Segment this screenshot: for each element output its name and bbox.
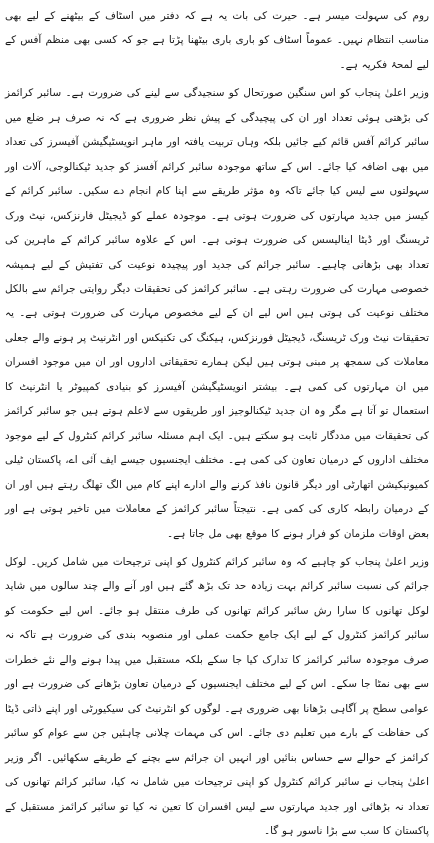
article-paragraph-2: وزیر اعلیٰ پنجاب کو اس سنگین صورتحال کو سنجیدگی سے لینے کی ضرورت ہے۔ سائبر کرائمز کی بڑھتی ہوئی تعداد اور ان کی پیچیدگی کے پیش نظر ضروری ہے کہ نہ صرف ہر ضلع میں سائبر کرائم آفس قائم کیے جائیں بلکہ وہاں تربیت یافتہ اور ماہر انویسٹیگیشن آفیسرز کی تعداد میں بھی اضافہ کیا جائے۔ اس کے ساتھ موجودہ سائبر کرائم آفسز کو جدید ٹیکنالوجی، آلات اور سہولتوں سے لیس کیا جائے تاکہ وہ مؤثر طریقے سے اپنا کام انجام دے سکیں۔ سائبر کرائم کے کیسز میں جدید مہارتوں کی ضرورت ہوتی ہے۔ موجودہ عملے کو ڈیجیٹل فارنزکس، نیٹ ورک ٹریسنگ اور ڈیٹا اینالیسس کی ضرورت ہوتی ہے۔ اس کے علاوہ سائبر کرائم کے ماہرین کی تعداد بھی بڑھانی چاہیے۔ سائبر جرائم کی جدید اور پیچیدہ نوعیت کی تفتیش کے لیے ہمیشہ خصوصی مہارت کی ضرورت رہتی ہے۔ سائبر کرائمز کی تحقیقات دیگر روایتی جرائم سے بالکل مختلف نوعیت کی ہوتی ہیں اس لیے ان کے لیے مخصوص مہارت کی ضرورت ہوتی ہے۔ یہ تحقیقات نیٹ ورک ٹریسنگ، ڈیجیٹل فورنزکس، ہیکنگ کی تکنیکس اور انٹرنیٹ پر ہونے والے جعلی معاملات کی سمجھ پر مبنی ہوتی ہیں لیکن ہمارے تحقیقاتی اداروں اور ان میں موجود افسران میں ان مہارتوں کی کمی ہے۔ بیشتر انویسٹیگیشن آفیسرز کو بنیادی کمپیوٹر یا انٹرنیٹ کا استعمال تو آتا ہے مگر وہ ان جدید ٹیکنالوجیز اور طریقوں سے لاعلم ہوتے ہیں جو سائبر کرائمز کی تحقیقات میں مددگار ثابت ہو سکتے ہیں۔ ایک اہم مسئلہ سائبر کرائم کنٹرول کے لیے موجود مختلف اداروں کے درمیان تعاون کی کمی ہے۔ مختلف ایجنسیوں جیسے ایف آئی اے، پاکستان ٹیلی کمیونیکیشن اتھارٹی اور دیگر قانون نافذ کرنے والے ادارے اپنے کام میں الگ تھلگ رہتے ہیں اور ان کے درمیان رابطہ کاری کی کمی ہے۔ نتیجتاً سائبر کرائمز کے معاملات میں تاخیر ہوتی ہے اور بعض اوقات ملزمان کو فرار ہونے کا موقع بھی مل جاتا ہے۔: [5, 87, 429, 540]
article-paragraph-1: روم کی سہولت میسر ہے۔ حیرت کی بات یہ ہے کہ دفتر میں اسٹاف کے بیٹھنے کے لیے بھی مناسب انتظام نہیں۔ عموماً اسٹاف کو باری باری بیٹھنا پڑتا ہے جو کہ کسی بھی منظم آفس کے لیے لمحۂ فکریہ ہے۔: [5, 10, 429, 71]
article-paragraph-3: وزیر اعلیٰ پنجاب کو چاہیے کہ وہ سائبر کرائم کنٹرول کو اپنی ترجیحات میں شامل کریں۔ لوکل جرائم کی نسبت سائبر کرائم بہت زیادہ حد تک بڑھ گئے ہیں اور آنے والے چند سالوں میں شاید لوکل تھانوں کا سارا رش سائبر کرائم تھانوں کی طرف منتقل ہو جائے۔ اس لیے حکومت کو سائبر کرائمز کنٹرول کے لیے ایک جامع حکمت عملی اور منصوبہ بندی کی ضرورت ہے تاکہ نہ صرف موجودہ سائبر کرائمز کا تدارک کیا جا سکے بلکہ مستقبل میں پیدا ہونے والے نئے خطرات سے بھی نمٹا جا سکے۔ اس کے لیے مختلف ایجنسیوں کے درمیان تعاون بڑھانے کی ضرورت ہے اور عوامی سطح پر آگاہی بڑھانا بھی ضروری ہے۔ لوگوں کو انٹرنیٹ کی سیکیورٹی اور اپنے ذاتی ڈیٹا کی حفاظت کے بارے میں تعلیم دی جائے۔ اس کی مہمات چلانی چاہئیں جن سے عوام کو سائبر کرائمز کے حوالے سے حساس بنائیں اور انہیں ان جرائم سے بچنے کے طریقے سکھائیں۔ اگر وزیر اعلیٰ پنجاب نے سائبر کرائم کنٹرول کو اپنی ترجیحات میں شامل نہ کیا، سائبر کرائم تھانوں کی تعداد نہ بڑھائی اور جدید مہارتوں سے لیس افسران کا تعین نہ کیا تو سائبر کرائمز مستقبل کے پاکستان کا سب سے بڑا ناسور ہو گا۔: [5, 555, 429, 837]
